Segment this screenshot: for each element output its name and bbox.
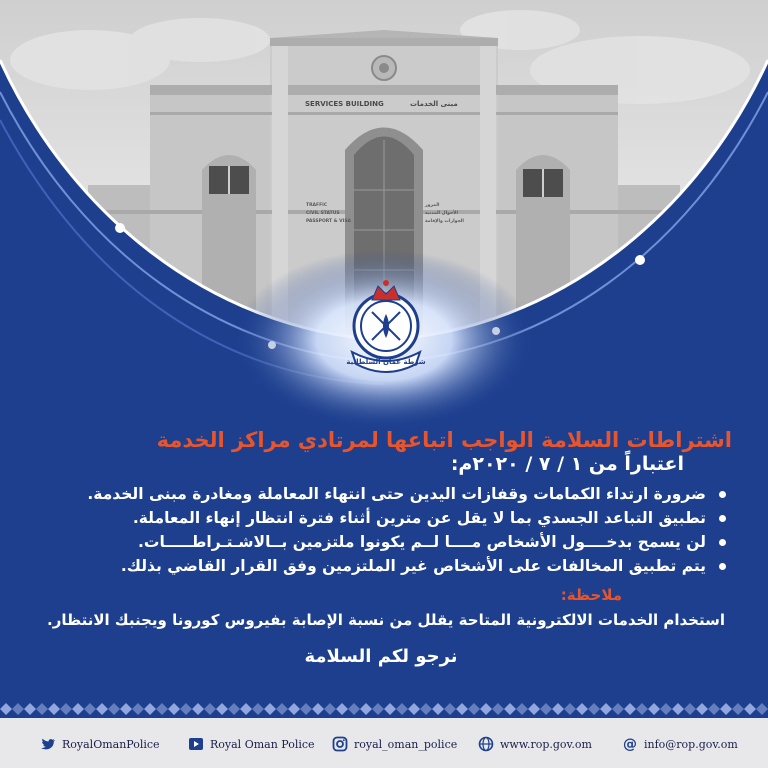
right-plaque-line: المرور (425, 203, 440, 208)
rule-item: ضرورة ارتداء الكمامات وقفازات اليدين حتى انتهاء المعاملة ومغادرة مبنى الخدمة. (30, 482, 732, 506)
emblem-banner-text: شرطة عمان السلطانية (346, 358, 426, 366)
youtube-link[interactable] (188, 735, 315, 753)
building-sign-ar: مبنى الخدمات (410, 100, 458, 108)
rules-list (30, 482, 732, 578)
announcement-text (30, 428, 732, 667)
right-plaque-line: الجوازات والإقامة (425, 219, 464, 224)
bullet-icon (719, 491, 726, 498)
arc-dot (635, 255, 645, 265)
note-label: ملاحظة: (560, 586, 622, 604)
left-plaque-line: TRAFFIC (306, 203, 328, 208)
left-plaque-line: CIVIL STATUS (306, 211, 340, 216)
arc-dot (115, 223, 125, 233)
note-text: استخدام الخدمات الالكترونية المتاحة يقلل من نسبة الإصابة بفيروس كورونا ويجنبك الانتظار. (47, 611, 725, 629)
decorative-pattern-band (0, 700, 768, 718)
rule-item: يتم تطبيق المخالفات على الأشخاص غير الملتزمين وفق القرار القاضي بذلك. (30, 554, 732, 578)
footer-contacts (0, 718, 768, 768)
effective-date: اعتباراً من ١ / ٧ / ٢٠٢٠م: (450, 453, 684, 475)
bullet-icon (719, 515, 726, 522)
bullet-icon (719, 539, 726, 546)
youtube-channel: Royal Oman Police (210, 737, 315, 751)
instagram-link[interactable] (332, 735, 457, 753)
instagram-handle: royal_oman_police (354, 737, 458, 751)
building-sign-en: SERVICES BUILDING (305, 100, 384, 108)
twitter-icon (40, 736, 56, 752)
instagram-icon (332, 736, 348, 752)
website-url: www.rop.gov.om (500, 737, 592, 751)
bullet-icon (719, 563, 726, 570)
website-link[interactable] (478, 735, 592, 753)
at-sign-icon (622, 736, 638, 752)
right-plaque-line: الأحوال المدنية (425, 211, 459, 216)
youtube-icon (188, 736, 204, 752)
left-plaque-line: PASSPORT & VISA (306, 219, 352, 224)
globe-icon (478, 736, 494, 752)
svg-text:@: @ (623, 736, 637, 752)
announcement-title: اشتراطات السلامة الواجب اتباعها لمرتادي مراكز الخدمة (156, 428, 732, 452)
email-link[interactable] (622, 735, 738, 753)
email-address: info@rop.gov.om (644, 737, 738, 751)
rule-item: تطبيق التباعد الجسدي بما لا يقل عن مترين أثناء فترة انتظار إنهاء المعاملة. (30, 506, 732, 530)
twitter-handle: RoyalOmanPolice (62, 737, 160, 751)
closing-text: نرجو لكم السلامة (304, 646, 458, 667)
twitter-link[interactable] (40, 735, 160, 753)
rule-item: لن يسمح بدخــــول الأشخاص مــــا لــم يكونوا ملتزمين بــالاشـتـراطـــــات. (30, 530, 732, 554)
